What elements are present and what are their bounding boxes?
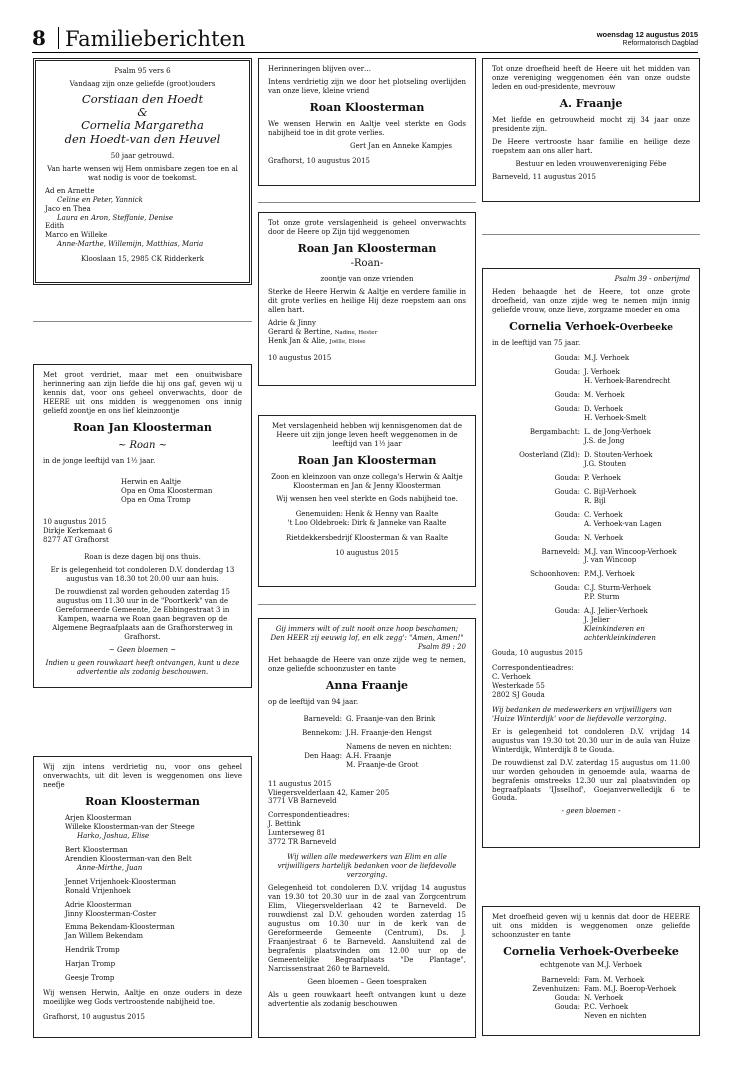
name-kids: Joëlle, Eloise <box>329 338 366 345</box>
deceased-name: A. Fraanje <box>559 96 623 110</box>
family-place <box>268 743 346 752</box>
name-suffix: Overbeeke <box>619 322 673 333</box>
family-who: R. Bijl <box>584 496 606 505</box>
name-couple: Henk Jan & Alie, <box>268 336 328 345</box>
family-row <box>492 1003 690 1012</box>
association-notice-fraanje <box>482 58 700 202</box>
family-line: Opa en Oma Kloosterman <box>121 486 213 495</box>
family-row <box>492 460 690 469</box>
family-place: Gouda: <box>554 405 580 414</box>
place-date: Gouda, 10 augustus 2015 <box>492 649 583 658</box>
body-text: De Heere vertrooste haar familie en heilige deze roepstem aan ons aller hart. <box>492 137 690 155</box>
grandkids: Kleinkinderen en achterkleinkinderen <box>584 625 656 643</box>
family-row <box>268 743 466 752</box>
address-line: Vliegersvelderlaan 42, Kamer 205 <box>268 788 390 797</box>
family-row <box>492 976 690 985</box>
service-text: Gelegenheid tot condoleren D.V. vrijdag 14 augustus van 19.30 tot 20.30 uur in de zaal van Zorgcentrum Elim, Vliegersvelderlaan 42 te Barneveld. De rouwdienst zal D.V. gehouden worden zaterdag 15 augustus om 10.30 uur in de kerk van de Gereformeerde Gemeente (Centrum), Ds. J. Fraanjestraat 6 te Barneveld. Aansluitend zal de begrafenis plaatsvinden om 12.00 uur op de Gemeentelijke Begraafplaats "De Plantage", Narcissenstraat 260 te Barneveld. <box>268 884 466 973</box>
family-parents: Ad en Arnette <box>45 186 95 195</box>
name-line: Adrie & Jinny <box>268 318 316 327</box>
family-row <box>492 488 690 497</box>
wish-text: Wij wensen Herwin, Aaltje en onze ouders in deze moeilijke weg Gods vertroostende nabijheid toe. <box>43 989 242 1007</box>
death-notice-verhoek-inlaws <box>482 906 700 1036</box>
family-row <box>492 994 690 1003</box>
family-row <box>492 391 690 400</box>
family-who: M. Fraanje-de Groot <box>346 760 419 769</box>
family-place: Barneveld: <box>541 547 580 556</box>
family-who: J.H. Fraanje-den Hengst <box>346 728 432 737</box>
family-place: Gouda: <box>554 993 580 1002</box>
intro-text: Met groot verdriet, maar met een onuitwisbare herinnering aan zijn liefde die hij ons gaf, geven wij u kennis dat, voor ons geheel onverwachts, door de HEERE uit ons midden is weggenomen ons innig geliefd zoontje en ons lief kleinzoontje <box>43 371 242 415</box>
paper-name: Reformatorisch Dagblad <box>622 40 698 47</box>
relation-text: echtgenote van M.J. Verhoek <box>540 960 642 969</box>
family-who: G. Fraanje-van den Brink <box>346 714 436 723</box>
name-line <box>268 328 466 337</box>
family-row <box>492 534 690 543</box>
family-row <box>492 556 690 565</box>
home-text: Roan is deze dagen bij ons thuis. <box>84 553 201 562</box>
signature: Bestuur en leden vrouwenvereniging Fébe <box>515 159 667 168</box>
header-rule <box>32 52 698 53</box>
deceased-name: Anna Fraanje <box>325 678 409 692</box>
family-line: Bert Kloosterman <box>65 845 128 854</box>
verse: Gij immers wilt of zult nooit onze hoop beschamen; Den HEER zij eeuwig lof, en elk zegg': "Amen, Amen!" <box>270 625 464 642</box>
family-who: M. Verhoek <box>584 391 625 400</box>
address: Klooslaan 15, 2985 CK Ridderkerk <box>81 255 204 264</box>
family-place: Gouda: <box>554 391 580 400</box>
place-date: Grafhorst, 10 augustus 2015 <box>43 1013 145 1022</box>
family-list <box>45 187 240 250</box>
family-list <box>492 976 690 1021</box>
family-who: H. Verhoek-Smelt <box>584 414 647 423</box>
address-line: Dirkje Kerkemaat 6 <box>43 527 113 536</box>
family-who: J. Jelier <box>584 616 610 625</box>
family-row <box>492 451 690 460</box>
family-place: Gouda: <box>554 510 580 519</box>
family-row <box>268 752 466 761</box>
nickname: ~ Roan ~ <box>117 439 168 451</box>
family-parents: Marco en Willeke <box>45 231 108 240</box>
family-place <box>492 437 584 446</box>
thanks-text: Wij bedanken de medewerkers en vrijwilligers van 'Huize Winterdijk' voor de liefdevolle verzorging. <box>492 705 672 723</box>
section-title: Familieberichten <box>65 27 246 51</box>
relation-text: zoontje van onze vrienden <box>320 274 414 283</box>
family-who: L. de Jong-Verhoek <box>584 428 651 436</box>
signature: Gert Jan en Anneke Kampjes <box>350 141 452 150</box>
family-line: Jennet Vrijenhoek-Kloosterman <box>65 877 177 886</box>
flowers-text: - geen bloemen - <box>561 807 621 816</box>
family-row <box>492 1012 690 1021</box>
death-notice-verhoek-family <box>482 268 700 848</box>
condolence-friends <box>258 212 476 386</box>
wish-text: We wensen Herwin en Aaltje veel sterkte en Gods nabijheid toe in dit grote verlies. <box>268 119 466 137</box>
family-who: P.C. Verhoek <box>584 1002 629 1011</box>
family-kids: Harko, Joshua, Elise <box>77 831 150 840</box>
family-place <box>492 460 584 469</box>
family-who: Neven en nichten <box>584 1011 647 1020</box>
family-row <box>492 497 690 506</box>
family-line: Opa en Oma Tromp <box>121 495 191 504</box>
family-who: C. Verhoek <box>584 510 623 519</box>
family-row <box>268 729 466 738</box>
psalm-ref: Psalm 95 vers 6 <box>114 67 171 75</box>
wish-text: Wij wensen hen veel sterkte en Gods nabijheid toe. <box>276 494 458 503</box>
family-who: Fam. M.J. Boerop-Verhoek <box>584 984 677 993</box>
date: 10 augustus 2015 <box>268 353 332 362</box>
name-couple: Gerard & Bertine, <box>268 327 333 336</box>
family-place: Gouda: <box>554 607 580 616</box>
address-line: 8277 AT Grafhorst <box>43 536 109 545</box>
family-who: H. Verhoek-Barendrecht <box>584 377 671 386</box>
family-place: Barneveld: <box>541 975 580 984</box>
family-row <box>492 593 690 602</box>
family-line: Adrie Kloosterman <box>65 900 132 909</box>
family-kids: Laura en Aron, Steffanie, Denise <box>57 213 173 222</box>
family-line: Arjen Kloosterman <box>65 813 132 822</box>
deceased-name: Cornelia Verhoek-Overbeeke <box>503 944 679 958</box>
flowers-text: ~ Geen bloemen ~ <box>108 645 177 654</box>
family-row <box>492 414 690 423</box>
corr-line: 2802 SJ Gouda <box>492 690 545 699</box>
family-row <box>492 437 690 446</box>
verse-ref: Psalm 89 : 20 <box>417 642 466 651</box>
family-kids: Celine en Peter, Yannick <box>57 195 143 204</box>
family-place: Gouda: <box>554 354 580 363</box>
deceased-name: Roan Jan Kloosterman <box>297 453 437 467</box>
intro-text: Heden behaagde het de Heere, tot onze grote droefheid, van onze zijde weg te nemen mijn innig geliefde vrouw, onze lieve, zorgzame moeder en oma <box>492 287 690 314</box>
deceased-name: Roan Jan Kloosterman <box>297 241 437 255</box>
place-date: Grafhorst, 10 augustus 2015 <box>268 156 370 165</box>
condole-text: Er is gelegenheid tot condoleren D.V. vrijdag 14 augustus van 19.30 tot 20.30 uur in de aula van Huize Winterdijk, Winterdijk 8 te Gouda. <box>492 727 690 754</box>
intro-text: Intens verdrietig zijn we door het plotseling overlijden van onze lieve, kleine vriend <box>268 77 466 95</box>
family-who: J.S. de Jong <box>584 436 625 445</box>
deceased-name: Roan Kloosterman <box>309 100 425 114</box>
deceased-name <box>492 320 690 335</box>
family-line: Emma Bekendam-Kloosterman <box>65 923 175 932</box>
age-text: in de leeftijd van 75 jaar. <box>492 339 581 348</box>
family-place: Gouda: <box>554 1002 580 1011</box>
column-divider <box>482 234 700 235</box>
family-place: Gouda: <box>554 533 580 542</box>
signature: 't Loo Oldebroek: Dirk & Janneke van Raalte <box>287 518 447 527</box>
anniversary-ad <box>33 58 252 285</box>
family-list <box>43 478 242 505</box>
family-line: Geesje Tromp <box>65 974 115 983</box>
date: 10 augustus 2015 <box>43 518 107 527</box>
family-line: Hendrik Tromp <box>65 946 120 955</box>
family-place <box>492 497 584 506</box>
family-who: D. Stouten-Verhoek <box>584 450 653 459</box>
deceased-name: Roan Kloosterman <box>85 794 200 808</box>
family-who: M.J. van Wincoop-Verhoek <box>584 547 677 556</box>
corr-line: 3772 TR Barneveld <box>268 838 337 847</box>
corr-label: Correspondentieadres: <box>268 811 350 820</box>
corr-label: Correspondentieadres: <box>492 664 574 673</box>
intro-text: Vandaag zijn onze geliefde (groot)ouders <box>69 79 216 88</box>
family-place <box>492 377 584 386</box>
intro-text: Tot onze grote verslagenheid is geheel onverwachts door de Heere op Zijn tijd weggenomen <box>268 219 466 236</box>
family-place: Oosterland (Zld): <box>519 450 580 459</box>
family-who: P.M.J. Verhoek <box>584 570 635 579</box>
name-line <box>268 337 466 346</box>
family-place <box>492 556 584 565</box>
note-text: Als u geen rouwkaart heeft ontvangen kunt u deze advertentie als zodanig beschouwen <box>268 990 466 1008</box>
header-divider <box>58 27 59 49</box>
family-place: Barneveld: <box>303 714 342 723</box>
family-place: Bennekom: <box>302 728 342 737</box>
service-text: De rouwdienst zal worden gehouden zaterdag 15 augustus om 11.30 uur in de "Poortkerk" van de Gereformeerde Gemeente, 2e Ebbingestraat 3 in Kampen, waarna we Roan gaan begraven op de Algemene Begraafplaats aan de Grafhorsterweg in Grafhorst. <box>52 588 233 641</box>
wish-text: Van harte wensen wij Hem onmisbare zegen toe en al wat nodig is voor de toekomst. <box>47 164 238 182</box>
family-who: P. Verhoek <box>584 473 621 482</box>
intro-text: Tot onze droefheid heeft de Heere uit het midden van onze vereniging weggenomen één van onze oudste leden en oud-presidente, mevrouw <box>492 65 690 91</box>
family-row <box>492 625 690 643</box>
family-row <box>492 616 690 625</box>
signature: Genemuiden: Henk & Henny van Raalte <box>295 509 439 518</box>
psalm-ref: Psalm 39 - onberijmd <box>614 275 690 283</box>
death-notice-roan-parents <box>33 364 252 688</box>
corr-line: J. Bettink <box>268 820 301 829</box>
years-text: 50 jaar getrouwd. <box>110 151 175 160</box>
family-who: J.G. Stouten <box>584 459 627 468</box>
family-who: Fam. M. Verhoek <box>584 975 645 984</box>
family-list <box>43 814 242 983</box>
family-who: N. Verhoek <box>584 533 624 542</box>
death-notice-anna-fraanje <box>258 618 476 1038</box>
place-date: Barneveld, 11 augustus 2015 <box>492 172 596 181</box>
family-who: J. van Wincoop <box>584 556 637 565</box>
family-parents: Jaco en Thea <box>45 204 91 213</box>
body-text: Met liefde en getrouwheid mocht zij 34 jaar onze presidente zijn. <box>492 115 690 133</box>
date: 11 augustus 2015 <box>268 779 332 788</box>
flowers-text: Geen bloemen – Geen toespraken <box>307 977 427 986</box>
family-who: A.H. Fraanje <box>346 751 392 760</box>
family-who: A. Verhoek-van Lagen <box>584 519 662 528</box>
deceased-name: Roan Jan Kloosterman <box>73 420 212 434</box>
intro-text: Met droefheid geven wij u kennis dat door de HEERE uit ons midden is weggenomen onze geliefde schoonzuster en tante <box>492 913 690 939</box>
family-place: Gouda: <box>554 584 580 593</box>
family-row <box>492 584 690 593</box>
corr-line: Lunterseweg 81 <box>268 829 326 838</box>
family-line: Herwin en Aaltje <box>121 477 182 486</box>
family-row <box>492 474 690 483</box>
name-line: den Hoedt-van den Heuvel <box>64 131 221 146</box>
family-who: C.J. Sturm-Verhoek <box>584 584 652 593</box>
name-line: Corstiaan den Hoedt <box>81 91 204 106</box>
name-line: Cornelia Margaretha <box>81 118 204 133</box>
family-place: Schoonhoven: <box>530 570 580 579</box>
names-list <box>268 319 466 346</box>
thanks-text: Wij willen alle medewerkers van Elim en alle vrijwilligers hartelijk bedanken voor de liefdevolle verzorging. <box>277 853 457 880</box>
service-text: De rouwdienst zal D.V. zaterdag 15 augustus om 11.00 uur worden gehouden in genoemde aula, waarna de begrafenis omstreeks 12.30 uur zal plaatsvinden op begraafplaats 'IJsselhof', Goejanverwelledijk 6 te Gouda. <box>492 758 690 803</box>
company: Rietdekkersbedrijf Kloosterman & van Raalte <box>286 533 448 542</box>
address-line: 3771 VB Barneveld <box>268 797 337 806</box>
column-divider <box>33 321 252 322</box>
family-place <box>492 520 584 529</box>
relation-text: Zoon en kleinzoon van onze collega's Herwin & Aaltje Kloosterman en Jan & Jenny Kloosterman <box>271 472 463 490</box>
family-list <box>492 354 690 643</box>
family-parents: Edith <box>45 222 65 231</box>
family-row <box>492 428 690 437</box>
intro-text: Het behaagde de Heere van onze zijde weg te nemen, onze geliefde schoonzuster en tante <box>268 655 466 673</box>
family-place: Den Haag: <box>304 751 342 760</box>
note-text: Indien u geen rouwkaart heeft ontvangen, kunt u deze advertentie als zodanig beschouwen. <box>45 658 240 676</box>
family-row <box>492 405 690 414</box>
name-main: Cornelia Verhoek- <box>509 319 620 333</box>
family-place <box>268 761 346 770</box>
age-text: in de jonge leeftijd van 1½ jaar. <box>43 456 156 465</box>
date: 10 augustus 2015 <box>335 548 399 557</box>
family-line: Willeke Kloosterman-van der Steege <box>65 822 195 831</box>
family-row <box>492 511 690 520</box>
family-list <box>268 715 466 770</box>
family-place: Gouda: <box>554 368 580 377</box>
family-place <box>492 414 584 423</box>
family-place: Zevenhuizen: <box>532 984 580 993</box>
family-row <box>492 520 690 529</box>
condolence-colleagues <box>258 415 476 587</box>
corr-line: C. Verhoek <box>492 673 531 682</box>
family-line: Harjan Tromp <box>65 960 116 969</box>
family-place <box>492 1012 584 1021</box>
family-place <box>492 593 584 602</box>
family-row <box>492 368 690 377</box>
family-who: J. Verhoek <box>584 368 620 377</box>
condolence-kampjes <box>258 58 476 186</box>
family-place: Bergambacht: <box>529 428 580 436</box>
intro-text: Met verslagenheid hebben wij kennisgenomen dat de Heere uit zijn jonge leven heeft weggenomen in de leeftijd van 1½ jaar <box>271 422 463 448</box>
column-divider <box>258 202 476 203</box>
family-who: D. Verhoek <box>584 405 623 414</box>
page-number: 8 <box>32 26 46 50</box>
ampersand: & <box>137 105 148 120</box>
family-place: Gouda: <box>554 473 580 482</box>
family-who: Namens de neven en nichten: <box>346 742 452 751</box>
family-row <box>492 354 690 363</box>
opening-line: Herinneringen blijven over… <box>268 65 372 73</box>
family-row <box>492 607 690 616</box>
family-kids: Anne-Marthe, Willemijn, Matthias, Maria <box>57 240 204 249</box>
family-who: P.P. Sturm <box>584 593 620 602</box>
death-notice-roan-family <box>33 756 252 1038</box>
family-row <box>492 377 690 386</box>
family-who: A.J. Jelier-Verhoek <box>584 607 648 616</box>
issue-date: woensdag 12 augustus 2015 <box>596 30 698 39</box>
intro-text: Wij zijn intens verdrietig nu, voor ons geheel onverwachts, uit dit leven is weggenomen ons lieve neefje <box>43 763 242 789</box>
family-row <box>492 570 690 579</box>
name-kids: Nadine, Hester <box>334 329 378 336</box>
corr-line: Westerkade 55 <box>492 681 545 690</box>
condole-text: Er is gelegenheid tot condoleren D.V. donderdag 13 augustus van 18.30 tot 20.00 uur aan huis. <box>50 566 235 584</box>
family-line: Jan Willem Bekendam <box>65 932 143 941</box>
family-who: C. Bijl-Verhoek <box>584 487 637 496</box>
age-text: op de leeftijd van 94 jaar. <box>268 697 359 706</box>
family-line: Jinny Kloosterman-Coster <box>65 909 157 918</box>
family-row <box>268 761 466 770</box>
family-row <box>268 715 466 724</box>
family-place: Gouda: <box>554 487 580 496</box>
family-row <box>492 548 690 557</box>
column-divider <box>258 604 476 605</box>
family-kids: Anne-Mirthe, Juan <box>77 863 143 872</box>
nickname: -Roan- <box>350 257 384 269</box>
family-row <box>492 985 690 994</box>
family-line: Arendien Kloosterman-van den Belt <box>65 854 192 863</box>
family-who: N. Verhoek <box>584 993 624 1002</box>
family-who: M.J. Verhoek <box>584 354 630 363</box>
family-place <box>492 616 584 625</box>
wish-text: Sterke de Heere Herwin & Aaltje en verdere familie in dit grote verlies en heilige Hij deze roepstem aan ons allen hart. <box>268 287 466 314</box>
family-line: Ronald Vrijenhoek <box>65 886 131 895</box>
